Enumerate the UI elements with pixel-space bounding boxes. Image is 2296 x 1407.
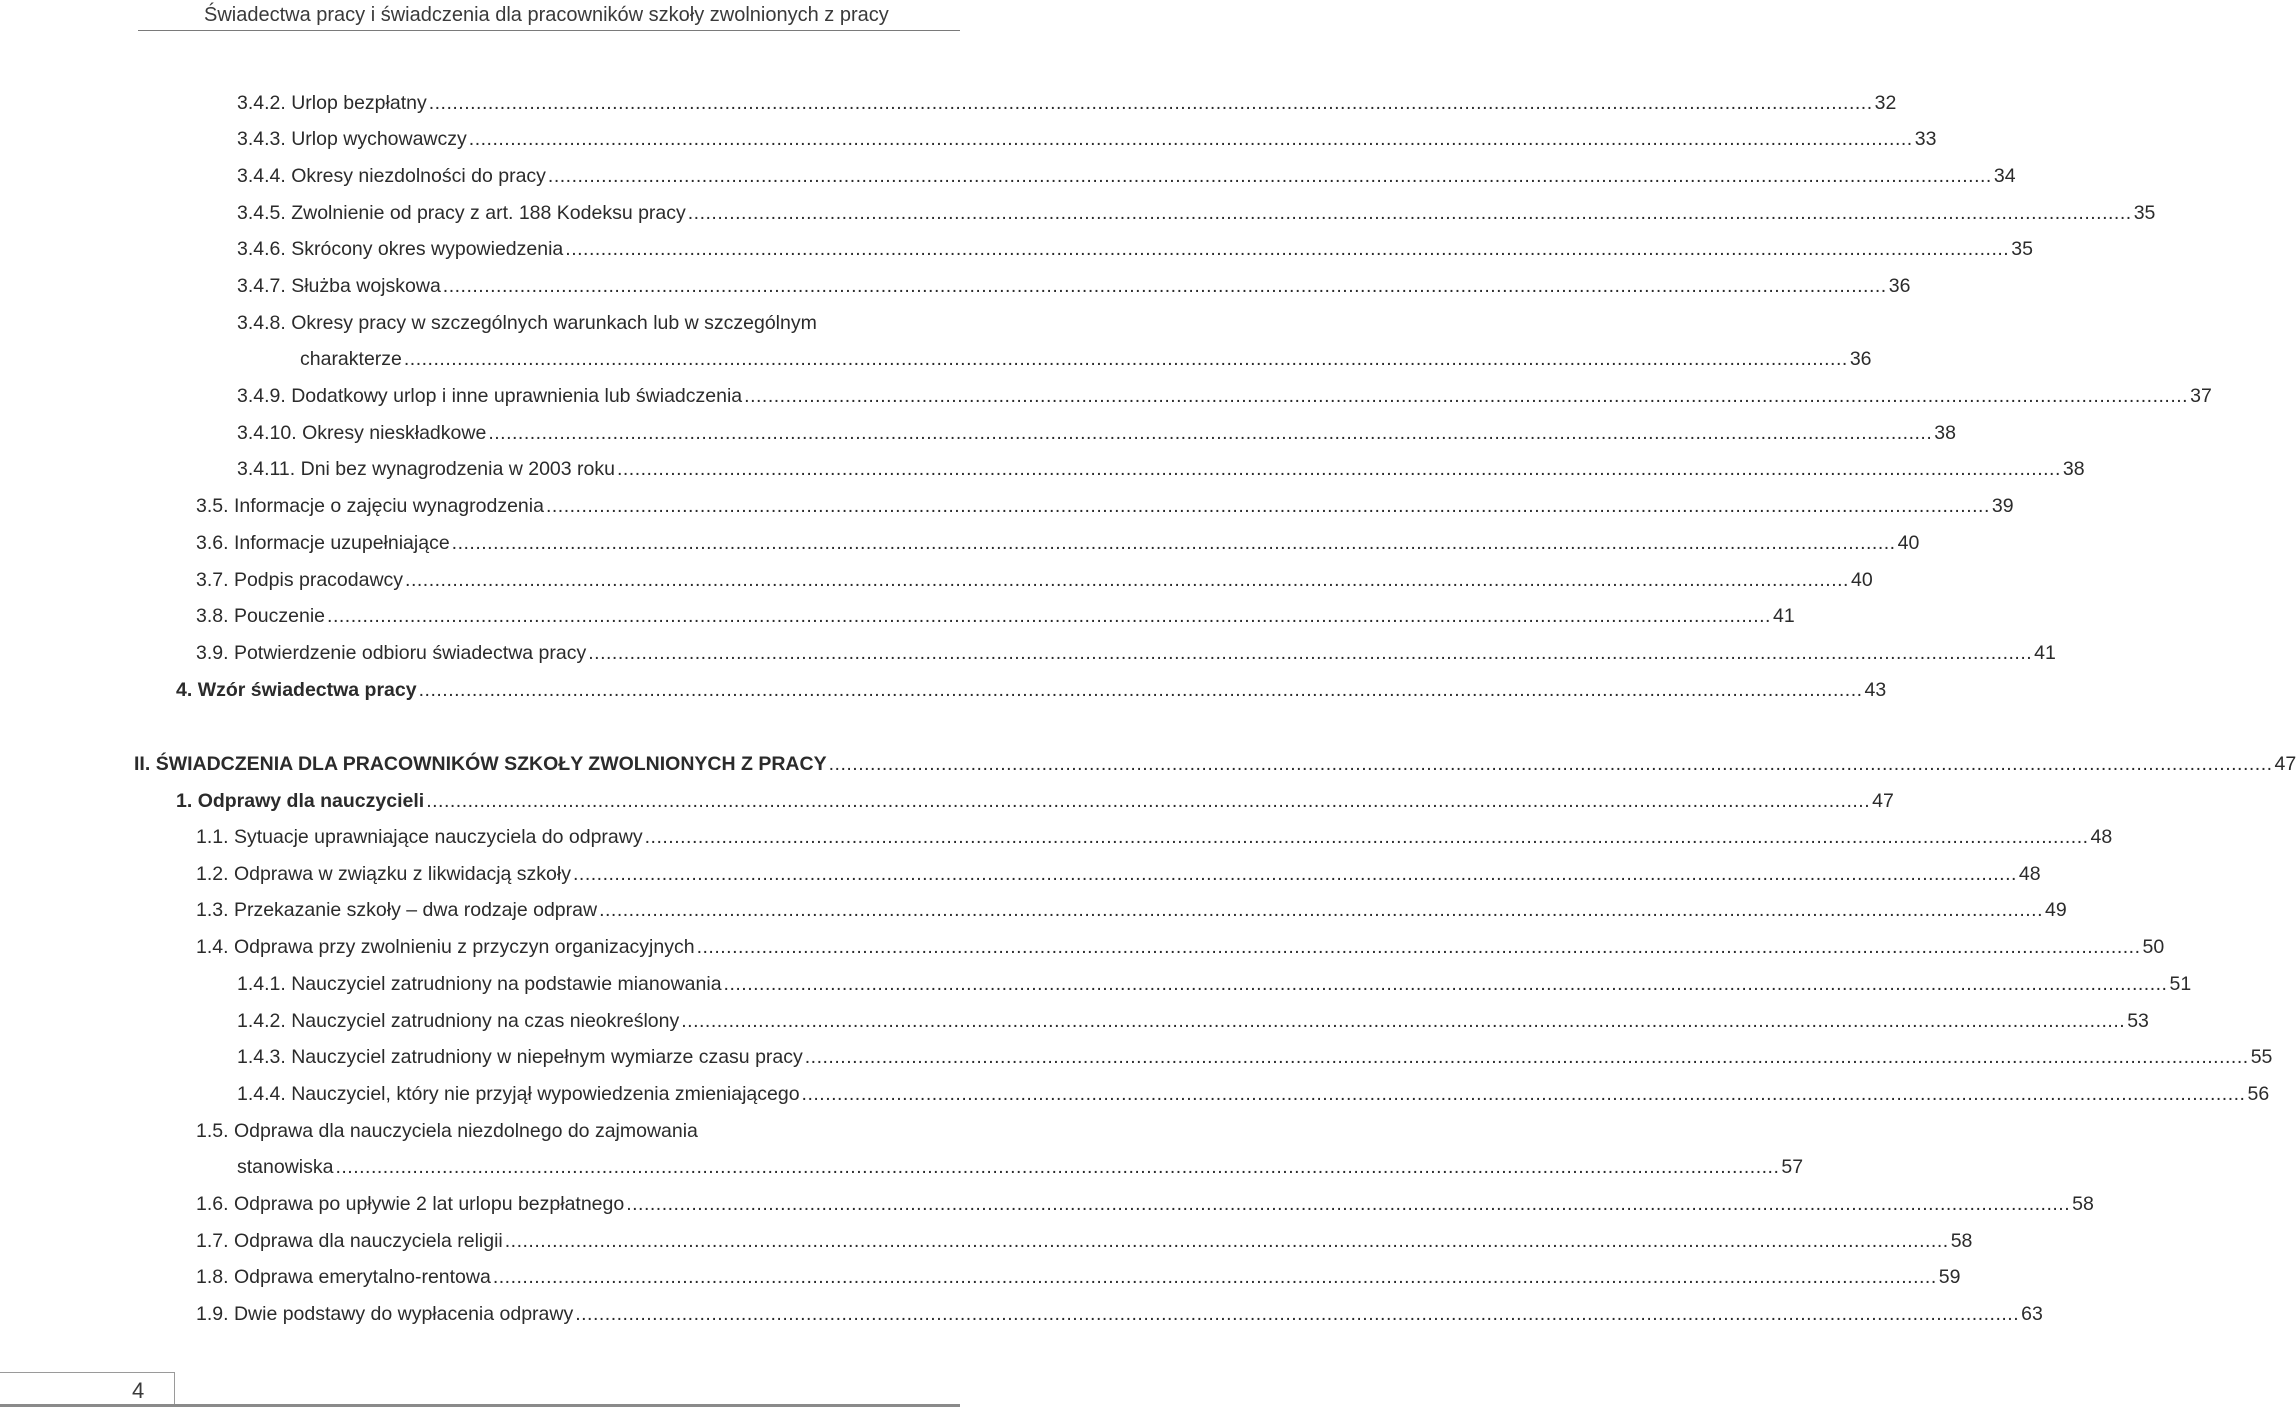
toc-entry-title: Okresy nieskładkowe	[302, 422, 487, 444]
toc-entry-title: Odprawa dla nauczyciela niezdolnego do zajmowania	[233, 1120, 698, 1142]
toc-entry-title: Sytuacje uprawniające nauczyciela do odprawy	[233, 826, 643, 848]
toc-entry-page: 41	[2034, 642, 2056, 664]
toc-entry-number: 1.6.	[196, 1193, 229, 1215]
toc-entry-title: Odprawa w związku z likwidacją szkoły	[233, 863, 571, 885]
toc-leader-dots	[565, 236, 2009, 262]
toc-entry-title: charakterze	[300, 348, 402, 370]
toc-entry-page: 57	[1781, 1156, 1804, 1178]
toc-entry-page: 32	[1874, 92, 1897, 114]
toc-entry-number: 3.8.	[196, 605, 229, 627]
toc-entry-page: 36	[1888, 275, 1911, 297]
toc-entry-page: 58	[2072, 1193, 2094, 1215]
toc-entry[interactable]	[196, 567, 1873, 593]
toc-entry-title: Wzór świadectwa pracy	[197, 679, 417, 701]
toc-entry-number: 4.	[176, 679, 193, 701]
toc-leader-dots	[617, 456, 2061, 482]
toc-entry-number: 1.	[176, 790, 193, 812]
toc-entry-title: Przekazanie szkoły – dwa rodzaje odpraw	[233, 899, 598, 921]
toc-entry-title: Dwie podstawy do wypłacenia odprawy	[233, 1303, 574, 1325]
toc-entry-title: Zwolnienie od pracy z art. 188 Kodeksu pracy	[291, 202, 686, 224]
toc-entry[interactable]	[237, 383, 2212, 409]
running-header-title: Świadectwa pracy i świadczenia dla pracowników szkoły zwolnionych z pracy	[204, 4, 889, 26]
toc-entry[interactable]	[196, 493, 2014, 519]
toc-entry-title: Nauczyciel, który nie przyjął wypowiedzenia zmieniającego	[291, 1083, 800, 1105]
toc-entry[interactable]	[196, 1118, 960, 1144]
toc-entry-number: 1.4.1.	[237, 973, 286, 995]
toc-entry-title: Potwierdzenie odbioru świadectwa pracy	[233, 642, 587, 664]
toc-entry-page: 36	[1849, 348, 1872, 370]
toc-entry-title: Informacje uzupełniające	[233, 532, 450, 554]
toc-entry-page: 51	[2169, 973, 2192, 995]
toc-entry[interactable]	[237, 273, 1911, 299]
toc-entry[interactable]	[196, 530, 1920, 556]
toc-entry-number: 3.7.	[196, 569, 229, 591]
toc-leader-dots	[404, 346, 1848, 372]
toc-entry[interactable]	[196, 603, 1795, 629]
toc-entry-page: 49	[2045, 899, 2067, 921]
toc-entry[interactable]	[196, 897, 2067, 923]
toc-entry-number: 3.4.11.	[237, 458, 296, 480]
toc-entry-title: Odprawa dla nauczyciela religii	[233, 1230, 503, 1252]
toc-entry[interactable]	[196, 1228, 1973, 1254]
running-header	[0, 0, 960, 40]
toc-entry-continuation[interactable]	[300, 346, 1872, 372]
toc-leader-dots	[599, 897, 2043, 923]
toc-entry-number: 3.4.7.	[237, 275, 286, 297]
toc-entry-title: Skrócony okres wypowiedzenia	[291, 238, 564, 260]
toc-entry-title: Okresy pracy w szczególnych warunkach lub w szczególnym	[291, 312, 817, 334]
toc-entry-title: Służba wojskowa	[291, 275, 441, 297]
toc-entry-number: 1.9.	[196, 1303, 229, 1325]
toc-entry-number: 3.5.	[196, 495, 229, 517]
toc-entry[interactable]	[237, 1044, 2273, 1070]
toc-leader-dots	[546, 493, 1990, 519]
toc-entry-title: Odprawy dla nauczycieli	[197, 790, 425, 812]
toc-entry-page: 40	[1850, 569, 1873, 591]
toc-entry-number: 1.4.3.	[237, 1046, 286, 1068]
toc-leader-dots	[645, 824, 2089, 850]
footer-rule	[0, 1372, 174, 1373]
toc-entry-title: Nauczyciel zatrudniony na podstawie mianowania	[291, 973, 722, 995]
toc-entry-number: 1.2.	[196, 863, 229, 885]
toc-entry-page: 48	[2018, 863, 2041, 885]
toc-entry[interactable]	[196, 861, 2041, 887]
toc-entry-title: Dni bez wynagrodzenia w 2003 roku	[300, 458, 615, 480]
toc-entry-number: 3.4.10.	[237, 422, 297, 444]
toc-entry-number: 3.9.	[196, 642, 229, 664]
toc-leader-dots	[805, 1044, 2249, 1070]
toc-entry[interactable]	[237, 200, 2156, 226]
toc-entry-number: 3.4.5.	[237, 202, 286, 224]
toc-entry-title: Nauczyciel zatrudniony na czas nieokreślony	[291, 1010, 680, 1032]
toc-entry-page: 55	[2250, 1046, 2273, 1068]
toc-leader-dots	[426, 788, 1870, 814]
toc-entry[interactable]	[196, 1191, 2094, 1217]
toc-entry-title: Pouczenie	[233, 605, 326, 627]
toc-entry-page: 33	[1914, 128, 1937, 150]
toc-entry-number: 1.4.2.	[237, 1010, 286, 1032]
toc-entry[interactable]	[237, 1008, 2149, 1034]
toc-entry[interactable]	[237, 236, 2033, 262]
toc-entry-page: 35	[2011, 238, 2033, 260]
toc-leader-dots	[688, 200, 2132, 226]
toc-entry-page: 41	[1772, 605, 1795, 627]
toc-entry-title: Odprawa emerytalno-rentowa	[233, 1266, 491, 1288]
toc-leader-dots	[681, 1008, 2125, 1034]
toc-entry[interactable]	[196, 1301, 2043, 1327]
toc-entry[interactable]	[237, 126, 1937, 152]
toc-entry-title: Odprawa po upływie 2 lat urlopu bezpłatnego	[233, 1193, 625, 1215]
toc-entry-number: 1.5.	[196, 1120, 229, 1142]
toc-entry-number: 1.3.	[196, 899, 229, 921]
toc-entry-title: Urlop wychowawczy	[291, 128, 467, 150]
toc-entry-number: 3.4.4.	[237, 165, 286, 187]
toc-leader-dots	[327, 603, 1771, 629]
toc-entry-page: 37	[2190, 385, 2212, 407]
toc-leader-dots	[548, 163, 1992, 189]
toc-entry-page: 56	[2247, 1083, 2270, 1105]
toc-entry[interactable]	[196, 824, 2113, 850]
toc-entry[interactable]	[196, 640, 2056, 666]
toc-entry-number: 3.4.6.	[237, 238, 286, 260]
toc-entry[interactable]	[196, 1264, 1961, 1290]
toc-leader-dots	[829, 751, 2273, 777]
toc-entry-page: 47	[2274, 753, 2296, 775]
toc-entry-title: Okresy niezdolności do pracy	[291, 165, 546, 187]
toc-entry-continuation[interactable]	[237, 1154, 1804, 1180]
toc-entry-number: 1.8.	[196, 1266, 229, 1288]
toc-entry[interactable]	[237, 1081, 2270, 1107]
toc-leader-dots	[335, 1154, 1779, 1180]
toc-leader-dots	[573, 861, 2017, 887]
toc-entry[interactable]	[237, 310, 960, 336]
toc-entry-title: Dodatkowy urlop i inne uprawnienia lub świadczenia	[291, 385, 743, 407]
toc-entry-page: 48	[2090, 826, 2113, 848]
toc-leader-dots	[744, 383, 2188, 409]
toc-leader-dots	[419, 677, 1863, 703]
toc-leader-dots	[452, 530, 1896, 556]
toc-leader-dots	[575, 1301, 2019, 1327]
toc-entry-number: 3.4.2.	[237, 92, 286, 114]
toc-entry[interactable]	[176, 677, 1887, 703]
toc-entry-number: 1.7.	[196, 1230, 229, 1252]
header-rule	[138, 30, 960, 31]
toc-entry-page: 50	[2142, 936, 2165, 958]
toc-entry-page: 58	[1950, 1230, 1973, 1252]
toc-entry-page: 59	[1938, 1266, 1961, 1288]
toc-entry-number: II.	[134, 753, 151, 775]
toc-entry-page: 38	[2062, 458, 2085, 480]
toc-entry-page: 63	[2021, 1303, 2043, 1325]
toc-entry-page: 35	[2133, 202, 2156, 224]
toc-entry[interactable]	[196, 934, 2165, 960]
toc-entry-page: 53	[2127, 1010, 2149, 1032]
toc-entry-number: 3.4.9.	[237, 385, 286, 407]
toc-leader-dots	[488, 420, 1932, 446]
toc-entry[interactable]	[237, 163, 2016, 189]
toc-entry-page: 34	[1993, 165, 2016, 187]
toc-entry[interactable]	[176, 788, 1894, 814]
toc-entry-page: 43	[1864, 679, 1887, 701]
toc-leader-dots	[724, 971, 2168, 997]
toc-leader-dots	[697, 934, 2141, 960]
toc-entry-title: Nauczyciel zatrudniony w niepełnym wymiarze czasu pracy	[291, 1046, 803, 1068]
toc-leader-dots	[469, 126, 1913, 152]
toc-leader-dots	[405, 567, 1849, 593]
toc-entry-number: 1.4.	[196, 936, 229, 958]
toc-entry[interactable]	[237, 456, 2085, 482]
toc-entry-number: 3.4.8.	[237, 312, 286, 334]
toc-leader-dots	[443, 273, 1887, 299]
toc-entry-page: 39	[1991, 495, 2014, 517]
toc-leader-dots	[429, 90, 1873, 116]
toc-leader-dots	[493, 1264, 1937, 1290]
toc-entry-title: Informacje o zajęciu wynagrodzenia	[233, 495, 544, 517]
toc-entry-title: ŚWIADCZENIA DLA PRACOWNIKÓW SZKOŁY ZWOLNIONYCH Z PRACY	[155, 753, 827, 775]
toc-entry[interactable]	[237, 90, 1897, 116]
toc-entry-page: 40	[1897, 532, 1920, 554]
page-number: 4	[132, 1378, 145, 1403]
toc-entry-number: 1.1.	[196, 826, 229, 848]
toc-entry[interactable]	[237, 420, 1956, 446]
toc-entry-page: 47	[1872, 790, 1894, 812]
toc-leader-dots	[588, 640, 2032, 666]
toc-entry-number: 1.4.4.	[237, 1083, 286, 1105]
toc-entry-page: 38	[1934, 422, 1956, 444]
toc-entry-title: stanowiska	[237, 1156, 334, 1178]
toc-part-heading[interactable]	[134, 751, 2296, 777]
toc-entry[interactable]	[237, 971, 2192, 997]
toc-entry-title: Odprawa przy zwolnieniu z przyczyn organizacyjnych	[233, 936, 695, 958]
footer-divider	[174, 1372, 175, 1404]
toc-entry-number: 3.6.	[196, 532, 229, 554]
toc-entry-title: Urlop bezpłatny	[291, 92, 427, 114]
toc-leader-dots	[626, 1191, 2070, 1217]
toc-leader-dots	[802, 1081, 2246, 1107]
toc-leader-dots	[505, 1228, 1949, 1254]
toc-entry-number: 3.4.3.	[237, 128, 286, 150]
toc-entry-title: Podpis pracodawcy	[233, 569, 404, 591]
